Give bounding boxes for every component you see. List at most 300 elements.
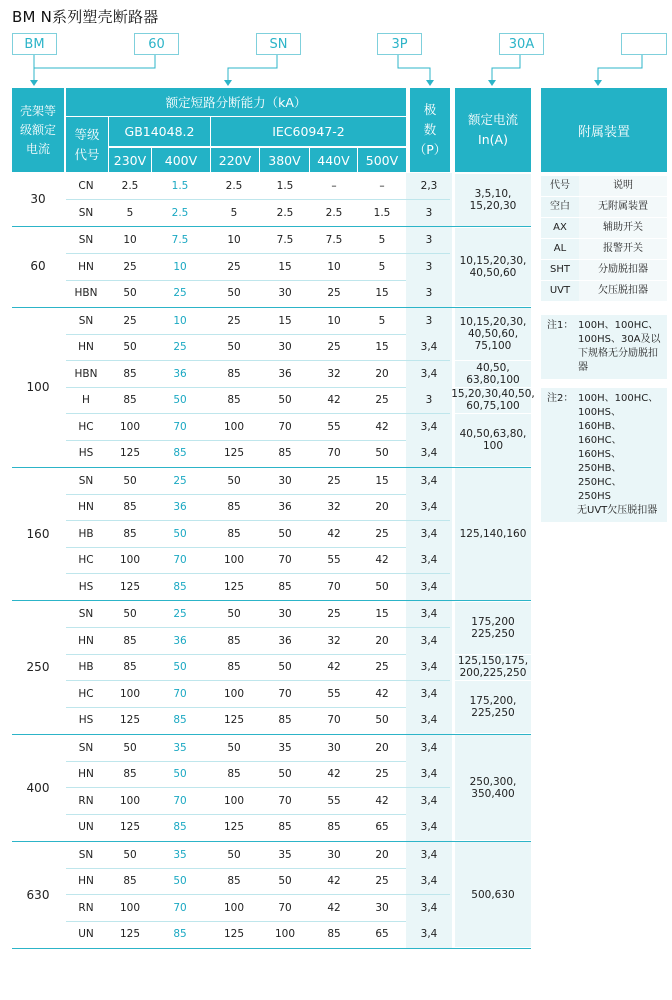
breaking-value: 25	[173, 474, 187, 487]
poles-value: 3	[406, 387, 452, 414]
breaking-value: 100	[223, 794, 245, 807]
breaking-value: 85	[227, 768, 241, 780]
rated-current-line: 200,225,250	[459, 667, 527, 680]
rated-current-cell	[455, 308, 531, 360]
frame-rating: 60	[30, 259, 46, 273]
rated-current-line: 225,250	[471, 627, 515, 640]
rated-current-line: 63,80,100	[466, 373, 520, 386]
header-voltage-500v: 500V	[358, 147, 406, 172]
header-iec-standard: IEC60947-2	[211, 116, 406, 146]
breaking-value: 10	[173, 314, 187, 327]
breaking-value: 85	[173, 928, 187, 940]
breaking-value: 42	[375, 794, 389, 807]
header-voltage-230v: 230V	[109, 147, 151, 172]
breaking-value: 2.5	[171, 206, 189, 219]
breaking-value: 50	[278, 875, 292, 887]
breaking-value: 50	[227, 287, 241, 299]
rated-current-line: 60,75,100	[466, 400, 520, 413]
rated-current-line: 250,300,	[469, 775, 517, 788]
breaking-value: 2.5	[121, 180, 139, 192]
breaking-value: 5	[378, 314, 386, 327]
breaking-value: 100	[119, 554, 141, 566]
breaking-value: 25	[123, 314, 137, 327]
breaking-value: 42	[327, 661, 341, 673]
breaking-value: 50	[123, 608, 137, 620]
breaking-value: 125	[119, 928, 141, 940]
poles-value: 3,4	[406, 601, 452, 628]
rated-current-line: 40,50,	[476, 361, 510, 374]
rated-current-line: 125,140,160	[459, 527, 527, 540]
grade-code: UN	[78, 928, 94, 940]
frame-rating: 30	[30, 192, 46, 206]
grade-code: CN	[78, 180, 94, 192]
grade-code: HN	[78, 341, 94, 353]
breaking-value: 2.5	[225, 180, 243, 192]
breaking-value: 15	[375, 341, 389, 353]
breaking-value: 125	[223, 714, 245, 726]
rated-current-line: 175,200	[471, 615, 515, 628]
header-gb-standard: GB14048.2	[109, 116, 210, 146]
poles-value: 3,4	[406, 681, 452, 708]
accessory-code: AX	[541, 218, 579, 238]
breaking-value: 36	[278, 367, 292, 380]
grade-code: HS	[78, 447, 94, 459]
breaking-value: 50	[123, 287, 137, 299]
breaking-value: 85	[227, 501, 241, 513]
breaking-value: 42	[327, 394, 341, 406]
breaking-value: 50	[278, 394, 292, 406]
grade-code: RN	[78, 794, 94, 807]
breaking-value: 50	[173, 875, 187, 887]
breaking-value: 25	[123, 260, 137, 273]
grade-code: SN	[78, 234, 94, 246]
breaking-value: 70	[327, 447, 341, 459]
poles-value: 3,4	[406, 494, 452, 521]
breaking-value: 32	[327, 634, 341, 647]
note-line: 250HB、250HC、	[578, 463, 622, 488]
breaking-value: 125	[119, 447, 141, 459]
poles-value: 3,4	[406, 921, 452, 948]
breaking-value: 125	[119, 714, 141, 726]
breaking-value: –	[331, 180, 337, 192]
breaking-value: 125	[119, 821, 141, 833]
breaking-value: 25	[227, 260, 241, 273]
breaking-value: 85	[327, 821, 341, 833]
breaking-value: 85	[173, 447, 187, 459]
header-frame-line1: 壳架等	[19, 103, 56, 118]
breaking-value: 36	[173, 501, 187, 513]
breaking-value: 35	[173, 848, 187, 861]
grade-code: SN	[78, 848, 94, 861]
breaking-value: 100	[119, 420, 141, 433]
breaking-value: 30	[278, 341, 292, 353]
breaking-value: 85	[227, 875, 241, 887]
breaking-value: 125	[223, 580, 245, 593]
breaking-value: 100	[119, 794, 141, 807]
breaking-value: 30	[327, 848, 341, 861]
breaking-value: 55	[327, 554, 341, 566]
accessory-table	[541, 176, 667, 302]
grade-code: HN	[78, 768, 94, 780]
rated-current-cell	[455, 468, 531, 600]
rated-current-line: 40,50,60,	[467, 328, 519, 340]
breaking-value: 20	[375, 741, 389, 754]
breaking-value: 100	[223, 901, 245, 914]
breaking-value: 36	[173, 634, 187, 647]
breaking-value: 25	[227, 314, 241, 327]
header-current-line2: In(A)	[478, 132, 508, 147]
breaking-value: 85	[123, 394, 137, 406]
breaking-value: –	[379, 180, 385, 192]
model-code-box: BM	[12, 33, 57, 55]
breaking-value: 25	[327, 608, 341, 620]
accessory-desc: 欠压脱扣器	[579, 281, 667, 301]
frame-rating: 400	[26, 780, 50, 795]
breaking-value: 85	[227, 527, 241, 540]
breaking-value: 20	[375, 501, 389, 513]
breaking-value: 20	[375, 634, 389, 647]
poles-value: 3,4	[406, 628, 452, 655]
rated-current-line: 500,630	[471, 888, 515, 901]
breaking-value: 15	[278, 314, 292, 327]
breaking-value: 70	[327, 580, 341, 593]
accessory-code: 代号	[541, 176, 579, 196]
breaking-value: 25	[375, 875, 389, 887]
poles-value: 3	[406, 308, 452, 335]
breaking-value: 100	[223, 554, 245, 566]
rated-current-line: 75,100	[474, 340, 512, 352]
rated-current-line: 350,400	[471, 787, 515, 800]
breaking-value: 55	[327, 420, 341, 433]
note-text	[578, 319, 663, 375]
header-voltage-380v: 380V	[260, 147, 309, 172]
header-grade-line1: 等级	[74, 126, 100, 142]
poles-value: 3,4	[406, 654, 452, 681]
rated-current-cell	[455, 842, 531, 947]
breaking-value: 15	[375, 608, 389, 620]
poles-value: 3,4	[406, 334, 452, 361]
poles-value: 3,4	[406, 521, 452, 548]
breaking-value: 85	[173, 580, 187, 593]
breaking-value: 70	[173, 687, 187, 700]
grade-code: H	[82, 394, 90, 406]
breaking-value: 10	[173, 260, 187, 273]
breaking-value: 36	[173, 367, 187, 380]
breaking-value: 70	[278, 901, 292, 914]
breaking-value: 7.5	[325, 234, 343, 246]
breaking-value: 70	[278, 554, 292, 566]
rated-current-cell	[455, 602, 531, 654]
breaking-value: 85	[123, 661, 137, 673]
breaking-value: 85	[227, 394, 241, 406]
grade-code: RN	[78, 901, 94, 914]
grade-code: HN	[78, 501, 94, 513]
breaking-value: 100	[119, 901, 141, 914]
breaking-value: 50	[375, 580, 389, 593]
breaking-value: 42	[375, 420, 389, 433]
rated-current-line: 10,15,20,30,	[459, 254, 527, 267]
breaking-value: 50	[227, 848, 241, 861]
breaking-value: 50	[123, 741, 137, 754]
grade-code: SN	[78, 608, 94, 620]
breaking-value: 25	[327, 341, 341, 353]
breaking-value: 5	[378, 234, 386, 246]
breaking-value: 100	[223, 420, 245, 433]
model-code-box: SN	[256, 33, 301, 55]
breaking-value: 85	[123, 634, 137, 647]
breaking-value: 50	[375, 714, 389, 726]
note-2	[541, 388, 667, 522]
header-voltage-400v: 400V	[152, 147, 210, 172]
poles-value: 3	[406, 280, 452, 307]
breaking-value: 36	[278, 501, 292, 513]
breaking-value: 36	[278, 634, 292, 647]
grade-code: HB	[78, 661, 94, 673]
breaking-value: 42	[327, 527, 341, 540]
breaking-value: 50	[278, 527, 292, 540]
breaking-value: 42	[327, 875, 341, 887]
note-label: 注1：	[547, 320, 574, 331]
rated-current-line: 10,15,20,30,	[459, 316, 527, 328]
grade-code: SN	[78, 741, 94, 754]
note-line: 100HS、30A及以	[578, 334, 661, 345]
breaking-value: 10	[327, 260, 341, 273]
breaking-value: 42	[327, 901, 341, 914]
header-frame-line3: 电流	[25, 141, 50, 156]
breaking-value: 25	[375, 527, 389, 540]
poles-value: 3,4	[406, 547, 452, 574]
breaking-value: 15	[375, 474, 389, 487]
breaking-value: 10	[227, 234, 241, 246]
breaking-value: 70	[278, 687, 292, 700]
breaking-value: 10	[327, 314, 341, 327]
model-code-box: 3P	[377, 33, 422, 55]
rated-current-cell	[455, 228, 531, 307]
breaking-value: 1.5	[276, 180, 294, 192]
breaking-value: 25	[375, 768, 389, 780]
rated-current-cell	[455, 735, 531, 840]
breaking-value: 15	[375, 287, 389, 299]
rated-current-cell	[455, 361, 531, 387]
breaking-value: 50	[278, 768, 292, 780]
accessory-row	[541, 281, 667, 302]
note-text	[578, 392, 663, 518]
breaking-value: 25	[173, 608, 187, 620]
breaking-value: 70	[327, 714, 341, 726]
breaking-value: 85	[123, 501, 137, 513]
breaking-value: 125	[223, 821, 245, 833]
breaking-value: 7.5	[171, 234, 189, 246]
breaking-value: 42	[375, 687, 389, 700]
page-title: BM N系列塑壳断路器	[12, 8, 159, 26]
accessory-desc: 无附属装置	[579, 197, 667, 217]
poles-value: 3	[406, 227, 452, 254]
breaking-value: 1.5	[171, 180, 189, 192]
breaking-value: 25	[327, 474, 341, 487]
breaking-value: 85	[173, 821, 187, 833]
breaking-value: 85	[227, 367, 241, 380]
breaking-value: 50	[123, 341, 137, 353]
poles-value: 3,4	[406, 814, 452, 841]
breaking-value: 35	[278, 848, 292, 861]
breaking-value: 7.5	[276, 234, 294, 246]
note-1	[541, 315, 667, 379]
note-line: 100HS、160HB、	[578, 407, 622, 432]
poles-value: 3,4	[406, 842, 452, 869]
note-line: 下规格无分励脱扣	[578, 348, 658, 359]
grade-code: HC	[78, 554, 94, 566]
poles-value: 3,4	[406, 361, 452, 388]
rated-current-line: 15,20,30,40,50,	[451, 388, 535, 401]
accessory-row	[541, 197, 667, 218]
grade-code: HC	[78, 420, 94, 433]
header-frame-line2: 级额定	[19, 122, 56, 137]
rated-current-line: 15,20,30	[469, 199, 517, 212]
accessory-desc: 分励脱扣器	[579, 260, 667, 280]
grade-code: HN	[78, 260, 94, 273]
breaking-value: 50	[227, 474, 241, 487]
header-poles-line3: （P）	[413, 142, 447, 157]
breaking-value: 85	[123, 875, 137, 887]
poles-value: 3,4	[406, 735, 452, 762]
model-code-box: 60	[134, 33, 179, 55]
grade-code: HBN	[74, 367, 98, 380]
breaking-value: 25	[375, 394, 389, 406]
breaking-value: 35	[173, 741, 187, 754]
poles-value: 3,4	[406, 468, 452, 495]
accessory-row	[541, 218, 667, 239]
breaking-value: 30	[375, 901, 389, 914]
grade-code: HN	[78, 634, 94, 647]
breaking-value: 65	[375, 928, 389, 940]
frame-rating: 250	[26, 660, 50, 674]
breaking-value: 32	[327, 501, 341, 513]
rated-current-line: 40,50,63,80,	[459, 428, 527, 440]
breaking-value: 65	[375, 821, 389, 833]
breaking-value: 70	[278, 420, 292, 433]
breaking-value: 1.5	[373, 206, 391, 219]
breaking-value: 50	[227, 341, 241, 353]
breaking-value: 85	[327, 928, 341, 940]
breaking-value: 50	[173, 661, 187, 673]
poles-value: 3,4	[406, 707, 452, 734]
breaking-value: 20	[375, 367, 389, 380]
grade-code: SN	[78, 474, 94, 487]
breaking-value: 125	[119, 580, 141, 593]
poles-value: 3,4	[406, 440, 452, 467]
breaking-value: 25	[173, 341, 187, 353]
accessory-desc: 说明	[579, 176, 667, 196]
note-line: 100H、100HC、	[578, 393, 659, 404]
poles-value: 3,4	[406, 574, 452, 601]
rated-current-cell	[455, 681, 531, 733]
breaking-value: 50	[123, 848, 137, 861]
group-divider	[12, 948, 531, 949]
rated-current-line: 100	[482, 440, 504, 452]
header-poles-line2: 数	[423, 122, 437, 137]
breaking-value: 2.5	[325, 206, 343, 219]
accessory-row	[541, 239, 667, 260]
header-poles-line1: 极	[423, 102, 437, 117]
breaking-value: 85	[123, 768, 137, 780]
header-rated-current	[455, 88, 531, 172]
header-grade-code	[66, 116, 108, 172]
grade-code: HB	[78, 527, 94, 540]
breaking-value: 70	[173, 794, 187, 807]
breaking-value: 50	[123, 474, 137, 487]
accessory-row	[541, 176, 667, 197]
header-breaking-capacity: 额定短路分断能力（kA）	[66, 88, 406, 116]
note-line: 器	[578, 362, 588, 373]
frame-rating: 100	[26, 379, 50, 394]
breaking-value: 30	[278, 287, 292, 299]
poles-value: 3,4	[406, 761, 452, 788]
breaking-value: 85	[227, 661, 241, 673]
rated-current-line: 175,200,	[469, 695, 517, 707]
note-line: 100H、100HC、	[578, 320, 659, 331]
breaking-value: 100	[223, 687, 245, 700]
rated-current-line: 3,5,10,	[474, 187, 512, 200]
breaking-value: 50	[227, 741, 241, 754]
grade-code: HS	[78, 580, 94, 593]
breaking-value: 85	[123, 367, 137, 380]
poles-value: 3,4	[406, 895, 452, 922]
breaking-value: 42	[327, 768, 341, 780]
breaking-value: 32	[327, 367, 341, 380]
header-grade-line2: 代号	[74, 146, 100, 162]
breaking-value: 85	[278, 447, 292, 459]
breaking-value: 85	[278, 714, 292, 726]
breaking-value: 85	[278, 821, 292, 833]
breaking-value: 100	[119, 687, 141, 700]
breaking-value: 85	[123, 527, 137, 540]
breaking-value: 20	[375, 848, 389, 861]
breaking-value: 70	[173, 420, 187, 433]
note-line: 160HC、160HS、	[578, 435, 622, 460]
accessory-code: AL	[541, 239, 579, 259]
breaking-value: 50	[227, 608, 241, 620]
breaking-value: 30	[327, 741, 341, 754]
rated-current-line: 225,250	[471, 707, 515, 719]
breaking-value: 70	[278, 794, 292, 807]
header-frame-current	[12, 88, 64, 172]
accessory-code: UVT	[541, 281, 579, 301]
breaking-value: 10	[123, 234, 137, 246]
breaking-value: 55	[327, 794, 341, 807]
breaking-value: 50	[278, 661, 292, 673]
header-voltage-220v: 220V	[211, 147, 259, 172]
note-line: 无UVT欠压脱扣器	[577, 505, 658, 516]
code-connector-lines	[0, 0, 672, 100]
breaking-value: 85	[227, 634, 241, 647]
poles-value: 3,4	[406, 788, 452, 815]
breaking-value: 125	[223, 928, 245, 940]
breaking-value: 50	[173, 394, 187, 406]
grade-code: HN	[78, 875, 94, 887]
breaking-value: 5	[378, 260, 386, 273]
grade-code: HC	[78, 687, 94, 700]
breaking-value: 30	[278, 608, 292, 620]
rated-current-cell	[451, 388, 535, 414]
breaking-value: 25	[375, 661, 389, 673]
accessory-code: SHT	[541, 260, 579, 280]
breaking-value: 55	[327, 687, 341, 700]
accessory-row	[541, 260, 667, 281]
rated-current-cell	[455, 414, 531, 466]
breaking-value: 50	[173, 527, 187, 540]
poles-value: 3	[406, 200, 452, 227]
accessory-code: 空白	[541, 197, 579, 217]
